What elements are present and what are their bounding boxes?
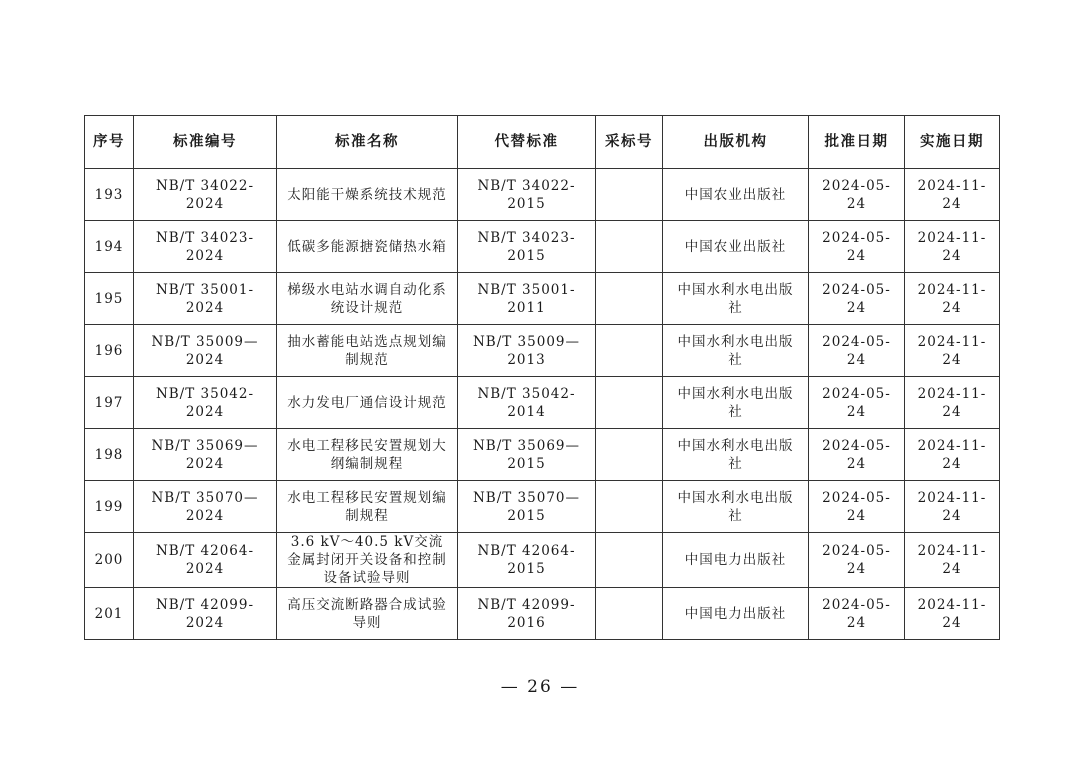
approval-date-cell: 2024-05-24 [809, 481, 905, 533]
publisher-cell: 中国农业出版社 [663, 169, 809, 221]
standard-no-cell: NB/T 35009—2024 [134, 325, 277, 377]
publisher-cell: 中国水利水电出版社 [663, 273, 809, 325]
seq-cell: 195 [85, 273, 134, 325]
adopted-no-cell [596, 325, 663, 377]
adopted-no-cell [596, 273, 663, 325]
approval-date-cell: 2024-05-24 [809, 169, 905, 221]
adopted-no-cell [596, 533, 663, 588]
publisher-cell: 中国水利水电出版社 [663, 377, 809, 429]
seq-cell: 200 [85, 533, 134, 588]
table-row [85, 533, 1000, 588]
approval-date-cell: 2024-05-24 [809, 325, 905, 377]
standard-no-cell: NB/T 35069—2024 [134, 429, 277, 481]
table-row [85, 377, 1000, 429]
approval-date-cell: 2024-05-24 [809, 377, 905, 429]
standard-name-cell: 梯级水电站水调自动化系统设计规范 [277, 273, 458, 325]
standard-name-cell: 水电工程移民安置规划编制规程 [277, 481, 458, 533]
replaced-standard-cell: NB/T 35070—2015 [458, 481, 596, 533]
publisher-cell: 中国水利水电出版社 [663, 481, 809, 533]
implementation-date-cell: 2024-11-24 [905, 273, 1000, 325]
standard-name-cell: 低碳多能源搪瓷储热水箱 [277, 221, 458, 273]
seq-cell: 199 [85, 481, 134, 533]
adopted-no-cell [596, 377, 663, 429]
table-row [85, 429, 1000, 481]
implementation-date-cell: 2024-11-24 [905, 429, 1000, 481]
seq-cell: 197 [85, 377, 134, 429]
publisher-cell: 中国电力出版社 [663, 588, 809, 640]
standard-no-cell: NB/T 42064-2024 [134, 533, 277, 588]
standard-no-cell: NB/T 35042-2024 [134, 377, 277, 429]
standard-name-cell: 水电工程移民安置规划大纲编制规程 [277, 429, 458, 481]
replaced-standard-cell: NB/T 35042-2014 [458, 377, 596, 429]
implementation-date-cell: 2024-11-24 [905, 481, 1000, 533]
table-row [85, 273, 1000, 325]
header-cell-approval-date: 批准日期 [809, 116, 905, 169]
approval-date-cell: 2024-05-24 [809, 588, 905, 640]
table-body [85, 169, 1000, 640]
replaced-standard-cell: NB/T 35069—2015 [458, 429, 596, 481]
replaced-standard-cell: NB/T 34022-2015 [458, 169, 596, 221]
approval-date-cell: 2024-05-24 [809, 533, 905, 588]
table-row [85, 169, 1000, 221]
header-cell-seq: 序号 [85, 116, 134, 169]
adopted-no-cell [596, 169, 663, 221]
implementation-date-cell: 2024-11-24 [905, 588, 1000, 640]
seq-cell: 196 [85, 325, 134, 377]
publisher-cell: 中国农业出版社 [663, 221, 809, 273]
header-cell-adopted-no: 采标号 [596, 116, 663, 169]
adopted-no-cell [596, 429, 663, 481]
page-number: — 26 — [500, 677, 580, 697]
replaced-standard-cell: NB/T 34023-2015 [458, 221, 596, 273]
replaced-standard-cell: NB/T 42064-2015 [458, 533, 596, 588]
approval-date-cell: 2024-05-24 [809, 429, 905, 481]
standard-name-cell: 3.6 kV～40.5 kV交流金属封闭开关设备和控制设备试验导则 [277, 533, 458, 588]
header-cell-standard-no: 标准编号 [134, 116, 277, 169]
header-cell-implementation-date: 实施日期 [905, 116, 1000, 169]
table-row [85, 481, 1000, 533]
standard-name-cell: 抽水蓄能电站选点规划编制规范 [277, 325, 458, 377]
implementation-date-cell: 2024-11-24 [905, 377, 1000, 429]
implementation-date-cell: 2024-11-24 [905, 169, 1000, 221]
publisher-cell: 中国水利水电出版社 [663, 325, 809, 377]
adopted-no-cell [596, 481, 663, 533]
standard-no-cell: NB/T 42099-2024 [134, 588, 277, 640]
seq-cell: 194 [85, 221, 134, 273]
standard-no-cell: NB/T 34023-2024 [134, 221, 277, 273]
seq-cell: 193 [85, 169, 134, 221]
replaced-standard-cell: NB/T 42099-2016 [458, 588, 596, 640]
standard-name-cell: 水力发电厂通信设计规范 [277, 377, 458, 429]
header-cell-publisher: 出版机构 [663, 116, 809, 169]
header-cell-standard-name: 标准名称 [277, 116, 458, 169]
table-header [85, 116, 1000, 169]
approval-date-cell: 2024-05-24 [809, 221, 905, 273]
table-row [85, 325, 1000, 377]
seq-cell: 198 [85, 429, 134, 481]
implementation-date-cell: 2024-11-24 [905, 533, 1000, 588]
table-row [85, 588, 1000, 640]
replaced-standard-cell: NB/T 35009—2013 [458, 325, 596, 377]
seq-cell: 201 [85, 588, 134, 640]
standard-no-cell: NB/T 35070—2024 [134, 481, 277, 533]
implementation-date-cell: 2024-11-24 [905, 221, 1000, 273]
standard-no-cell: NB/T 35001-2024 [134, 273, 277, 325]
standard-name-cell: 太阳能干燥系统技术规范 [277, 169, 458, 221]
adopted-no-cell [596, 588, 663, 640]
approval-date-cell: 2024-05-24 [809, 273, 905, 325]
publisher-cell: 中国电力出版社 [663, 533, 809, 588]
header-row [85, 116, 1000, 169]
publisher-cell: 中国水利水电出版社 [663, 429, 809, 481]
table-row [85, 221, 1000, 273]
replaced-standard-cell: NB/T 35001-2011 [458, 273, 596, 325]
standards-table [84, 115, 1000, 640]
adopted-no-cell [596, 221, 663, 273]
standard-no-cell: NB/T 34022-2024 [134, 169, 277, 221]
header-cell-replaced-standard: 代替标准 [458, 116, 596, 169]
standard-name-cell: 高压交流断路器合成试验导则 [277, 588, 458, 640]
implementation-date-cell: 2024-11-24 [905, 325, 1000, 377]
